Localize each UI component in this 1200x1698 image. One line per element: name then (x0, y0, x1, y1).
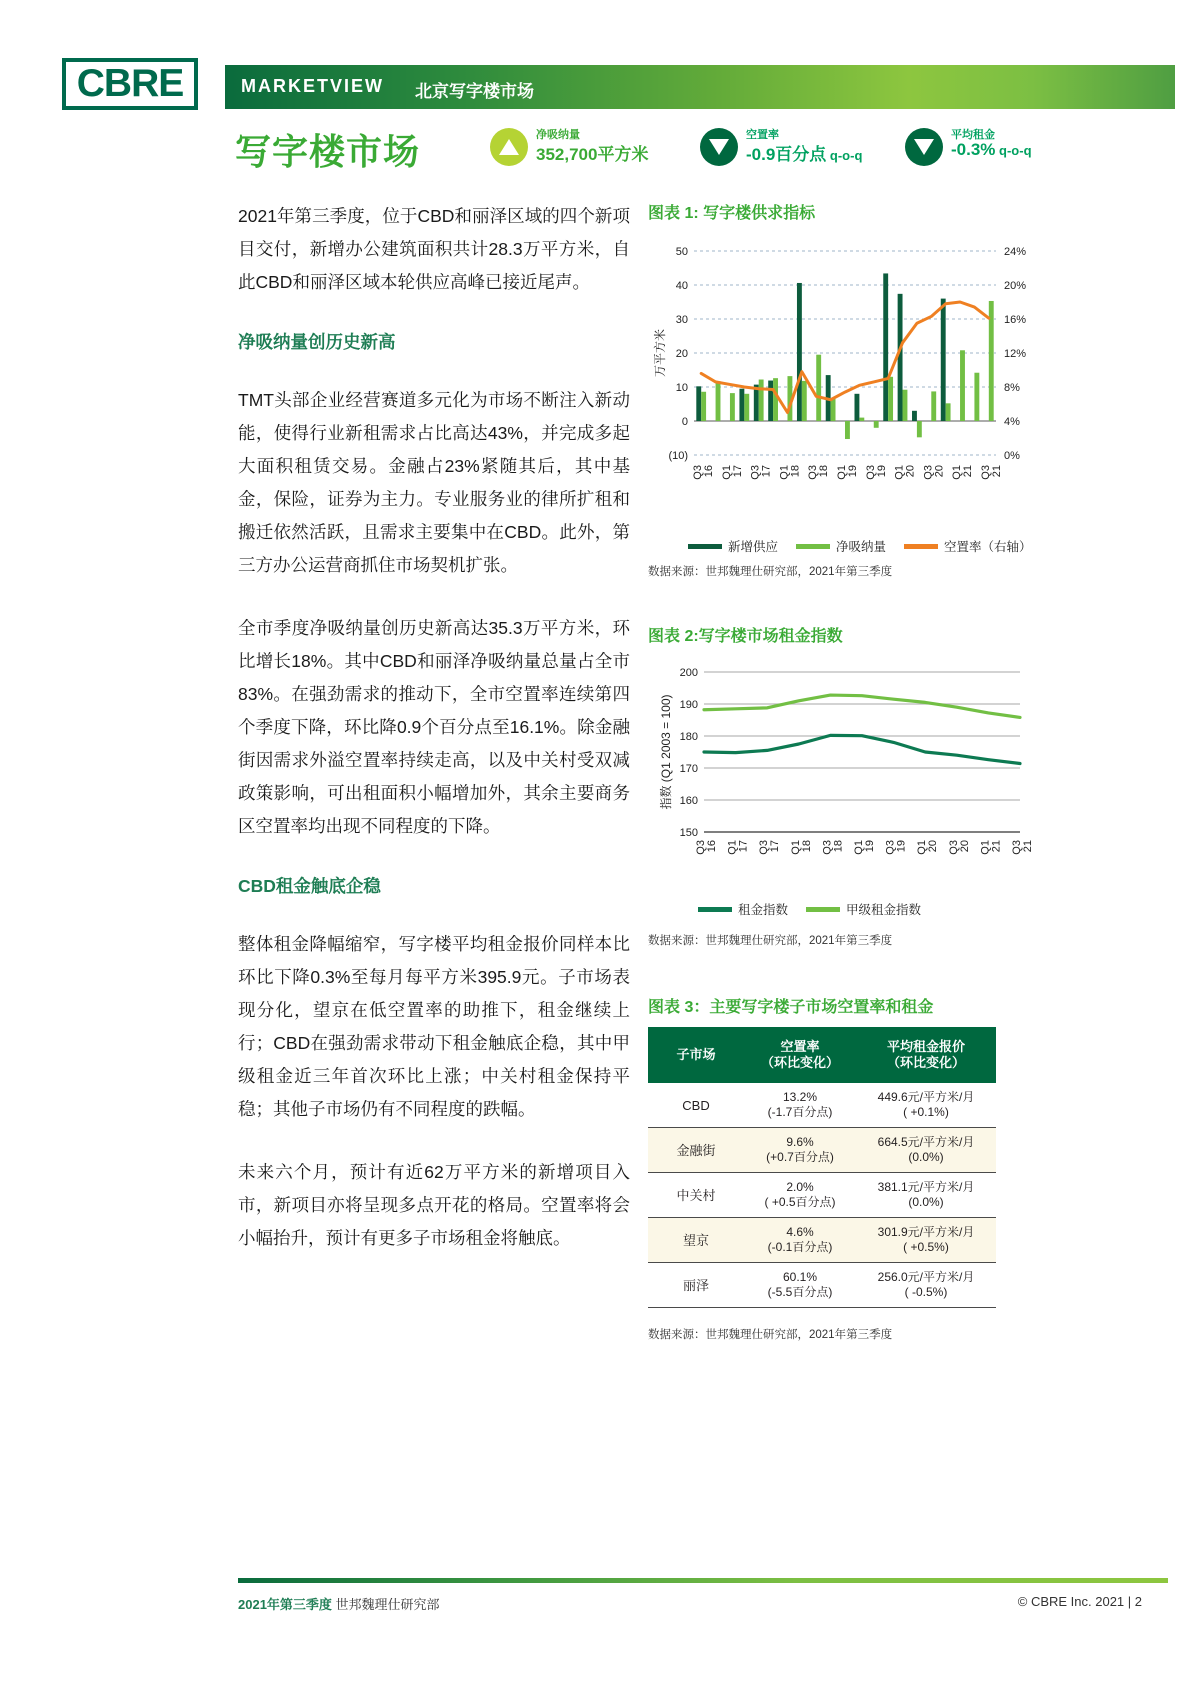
svg-text:19: 19 (847, 465, 859, 478)
title-row (0, 118, 1200, 180)
paragraph-4: 未来六个月，预计有近62万平方米的新增项目入市，新项目亦将呈现多点开花的格局。空置率将会小幅抬升，预计有更多子市场租金将触底。 (238, 1162, 630, 1248)
svg-text:Q3: Q3 (947, 840, 960, 855)
svg-text:20%: 20% (1004, 280, 1027, 292)
submarket-table (648, 1027, 996, 1308)
svg-text:万平方米: 万平方米 (653, 328, 667, 378)
kpi-down-arrow-icon (700, 128, 738, 166)
legend-item-rent-index (698, 900, 788, 918)
column-header-rent-line2: （环比变化） (886, 1055, 965, 1070)
cbre-logo: CBRE (76, 62, 184, 105)
figure-3 (648, 994, 1048, 1342)
svg-text:Q1: Q1 (720, 465, 733, 480)
kpi-suffix: q-o-q (995, 143, 1032, 158)
svg-text:Q3: Q3 (692, 465, 705, 480)
cell-vacancy: 4.6% (-0.1百分点) (744, 1218, 856, 1263)
figure-2 (648, 623, 1048, 948)
footer-left (238, 1594, 440, 1613)
svg-text:21: 21 (990, 465, 1003, 478)
table-header-row (648, 1027, 996, 1083)
svg-text:Q3: Q3 (1011, 840, 1023, 855)
section-heading-1: 净吸纳量创历史新高 (238, 332, 396, 352)
page-title: 写字楼市场 (235, 131, 421, 172)
cell-submarket: 丽泽 (648, 1263, 744, 1308)
svg-text:Q3: Q3 (807, 465, 820, 480)
svg-text:150: 150 (679, 827, 698, 839)
figure-2-source: 数据来源：世邦魏理仕研究部，2021年第三季度 (648, 935, 893, 947)
footer-dept: 世邦魏理仕研究部 (335, 1597, 440, 1612)
svg-text:16: 16 (703, 465, 716, 478)
figure-2-legend (648, 900, 1048, 918)
header-subtitle: 北京写字楼市场 (415, 82, 534, 101)
figure-3-title: 图表 3：主要写字楼子市场空置率和租金 (648, 999, 934, 1016)
svg-text:Q1: Q1 (836, 465, 848, 480)
legend-item-net-absorption (796, 537, 886, 555)
cell-vacancy: 13.2% (-1.7百分点) (744, 1083, 856, 1128)
kpi-label: 平均租金 (951, 129, 995, 141)
legend-item-grade-a-rent-index (806, 900, 921, 918)
figure-1-title: 图表 1: 写字楼供求指标 (648, 205, 816, 222)
svg-text:10: 10 (675, 382, 688, 394)
svg-text:18: 18 (789, 465, 802, 478)
kpi-value: -0.9百分点 q-o-q (746, 145, 863, 164)
table-row (648, 1173, 996, 1218)
legend-swatch (806, 907, 840, 912)
svg-text:Q3: Q3 (979, 465, 992, 480)
table-row (648, 1083, 996, 1128)
cell-rent: 381.1元/平方米/月 (0.0%) (856, 1173, 996, 1218)
figure-1-source: 数据来源：世邦魏理仕研究部，2021年第三季度 (648, 566, 893, 578)
paragraph-3: 整体租金降幅缩窄，写字楼平均租金报价同样本比环比下降0.3%至每月每平方米395.9元。子市场表现分化，望京在低空置率的助推下，租金继续上行；CBD在强劲需求带动下租金触底企稳，其中甲级租金近三年首次环比上涨；中关村租金保持平稳；其他子市场仍有不同程度的跌幅。 (238, 934, 630, 1119)
table-row (648, 1128, 996, 1173)
svg-text:50: 50 (675, 246, 688, 258)
svg-text:40: 40 (675, 280, 688, 292)
svg-text:17: 17 (760, 465, 773, 478)
figure-1-legend (648, 537, 1048, 555)
figure-2-chart (648, 656, 1048, 896)
svg-text:24%: 24% (1004, 246, 1027, 258)
svg-text:18: 18 (800, 840, 813, 853)
svg-text:180: 180 (679, 731, 698, 743)
svg-text:20: 20 (904, 465, 917, 478)
table-row (648, 1263, 996, 1308)
kpi-up-arrow-icon (490, 128, 528, 166)
kpi-suffix: q-o-q (826, 148, 863, 163)
svg-text:21: 21 (962, 465, 975, 478)
svg-text:18: 18 (818, 465, 831, 478)
svg-text:17: 17 (731, 465, 744, 478)
svg-text:17: 17 (737, 840, 750, 853)
svg-text:Q3: Q3 (864, 465, 877, 480)
svg-text:4%: 4% (1004, 416, 1020, 428)
svg-text:8%: 8% (1004, 382, 1020, 394)
header-green-bar (225, 65, 1175, 109)
cell-submarket: 望京 (648, 1218, 744, 1263)
svg-text:19: 19 (895, 840, 908, 853)
svg-text:21: 21 (990, 840, 1003, 853)
cell-vacancy: 60.1% (-5.5百分点) (744, 1263, 856, 1308)
footer-rule (238, 1578, 1168, 1583)
svg-text:Q1: Q1 (951, 465, 964, 480)
marketview-label: MARKETVIEW (241, 76, 384, 96)
figure-3-source: 数据来源：世邦魏理仕研究部，2021年第三季度 (648, 1329, 893, 1341)
intro-paragraph: 2021年第三季度，位于CBD和丽泽区域的四个新项目交付，新增办公建筑面积共计28.3万平方米，自此CBD和丽泽区域本轮供应高峰已接近尾声。 (238, 206, 630, 292)
svg-text:Q3: Q3 (922, 465, 935, 480)
svg-text:Q1: Q1 (853, 840, 865, 855)
svg-text:指数 (Q1 2003 = 100): 指数 (Q1 2003 = 100) (659, 694, 673, 810)
figures-column (648, 200, 1048, 1342)
legend-swatch (904, 544, 938, 549)
svg-text:Q1: Q1 (893, 465, 906, 480)
svg-text:19: 19 (864, 840, 876, 853)
column-header-vacancy-line1: 空置率 (780, 1039, 820, 1054)
svg-text:200: 200 (679, 667, 698, 679)
figure-1-chart (648, 233, 1048, 533)
legend-label: 甲级租金指数 (846, 903, 922, 917)
svg-text:18: 18 (832, 840, 845, 853)
cell-rent: 664.5元/平方米/月 (0.0%) (856, 1128, 996, 1173)
svg-text:19: 19 (875, 465, 888, 478)
kpi-value: 352,700平方米 (536, 145, 649, 164)
cell-submarket: CBD (648, 1083, 744, 1128)
svg-text:Q3: Q3 (758, 840, 771, 855)
svg-text:0: 0 (681, 416, 688, 428)
cell-rent: 256.0元/平方米/月 ( -0.5%) (856, 1263, 996, 1308)
figure-1 (648, 200, 1048, 579)
column-header-vacancy (744, 1027, 856, 1083)
rent-index-chart (648, 656, 1048, 896)
svg-text:21: 21 (1022, 840, 1034, 853)
footer-right: © CBRE Inc. 2021 | 2 (1017, 1594, 1142, 1609)
kpi-label: 空置率 (746, 129, 779, 141)
svg-text:16%: 16% (1004, 314, 1027, 326)
legend-swatch (796, 544, 830, 549)
column-header-vacancy-line2: （环比变化） (760, 1055, 839, 1070)
supply-demand-chart (648, 233, 1048, 533)
svg-text:Q3: Q3 (884, 840, 897, 855)
svg-text:Q1: Q1 (726, 840, 739, 855)
svg-text:17: 17 (769, 840, 782, 853)
section-heading-2: CBD租金触底企稳 (238, 876, 381, 896)
cell-vacancy: 9.6% (+0.7百分点) (744, 1128, 856, 1173)
svg-text:190: 190 (679, 699, 698, 711)
legend-item-new-supply (688, 537, 778, 555)
legend-label: 租金指数 (738, 903, 789, 917)
column-header-submarket: 子市场 (648, 1027, 744, 1083)
legend-label: 空置率（右轴） (944, 540, 1032, 554)
paragraph-1: TMT头部企业经营赛道多元化为市场不断注入新动能，使得行业新租需求占比高达43%，并完成多起大面积租赁交易。金融占23%紧随其后，其中基金，保险，证券为主力。专业服务业的律所扩租和搬迁依然活跃，且需求主要集中在CBD。此外，第三方办公运营商抓住市场契机扩张。 (238, 390, 630, 575)
svg-text:12%: 12% (1004, 348, 1027, 360)
svg-text:Q3: Q3 (749, 465, 762, 480)
figure-2-title: 图表 2:写字楼市场租金指数 (648, 628, 843, 645)
legend-item-vacancy (904, 537, 1032, 555)
article-column (238, 200, 630, 1285)
svg-text:20: 20 (927, 840, 940, 853)
kpi-down-arrow-icon (905, 128, 943, 166)
legend-swatch (698, 907, 732, 912)
kpi-value: -0.3% q-o-q (951, 140, 1032, 159)
table-row (648, 1218, 996, 1263)
svg-text:16: 16 (706, 840, 718, 853)
svg-text:0%: 0% (1004, 450, 1020, 462)
svg-text:Q1: Q1 (979, 840, 992, 855)
svg-text:Q3: Q3 (695, 840, 707, 855)
footer-quarter: 2021年第三季度 (238, 1597, 332, 1612)
cell-vacancy: 2.0% ( +0.5百分点) (744, 1173, 856, 1218)
legend-label: 新增供应 (728, 540, 779, 554)
svg-text:Q1: Q1 (778, 465, 791, 480)
cell-rent: 301.9元/平方米/月 ( +0.5%) (856, 1218, 996, 1263)
svg-text:(10): (10) (668, 450, 688, 462)
svg-text:Q1: Q1 (916, 840, 929, 855)
svg-text:Q1: Q1 (789, 840, 802, 855)
svg-text:20: 20 (958, 840, 971, 853)
paragraph-2: 全市季度净吸纳量创历史新高达35.3万平方米，环比增长18%。其中CBD和丽泽净吸纳量总量占全市83%。在强劲需求的推动下，全市空置率连续第四个季度下降，环比降0.9个百分点至16.1%。除金融街因需求外溢空置率持续走高，以及中关村受双减政策影响，可出租面积小幅增加外，其余主要商务区空置率均出现不同程度的下降。 (238, 618, 630, 836)
column-header-rent (856, 1027, 996, 1083)
cell-rent: 449.6元/平方米/月 ( +0.1%) (856, 1083, 996, 1128)
page-header (0, 0, 1200, 120)
svg-text:20: 20 (933, 465, 946, 478)
legend-swatch (688, 544, 722, 549)
legend-label: 净吸纳量 (836, 540, 887, 554)
svg-text:Q3: Q3 (821, 840, 834, 855)
cell-submarket: 金融街 (648, 1128, 744, 1173)
svg-text:160: 160 (679, 795, 698, 807)
cell-submarket: 中关村 (648, 1173, 744, 1218)
svg-text:170: 170 (679, 763, 698, 775)
column-header-rent-line1: 平均租金报价 (886, 1039, 965, 1054)
kpi-label: 净吸纳量 (536, 129, 580, 141)
svg-text:30: 30 (675, 314, 688, 326)
svg-text:20: 20 (675, 348, 688, 360)
